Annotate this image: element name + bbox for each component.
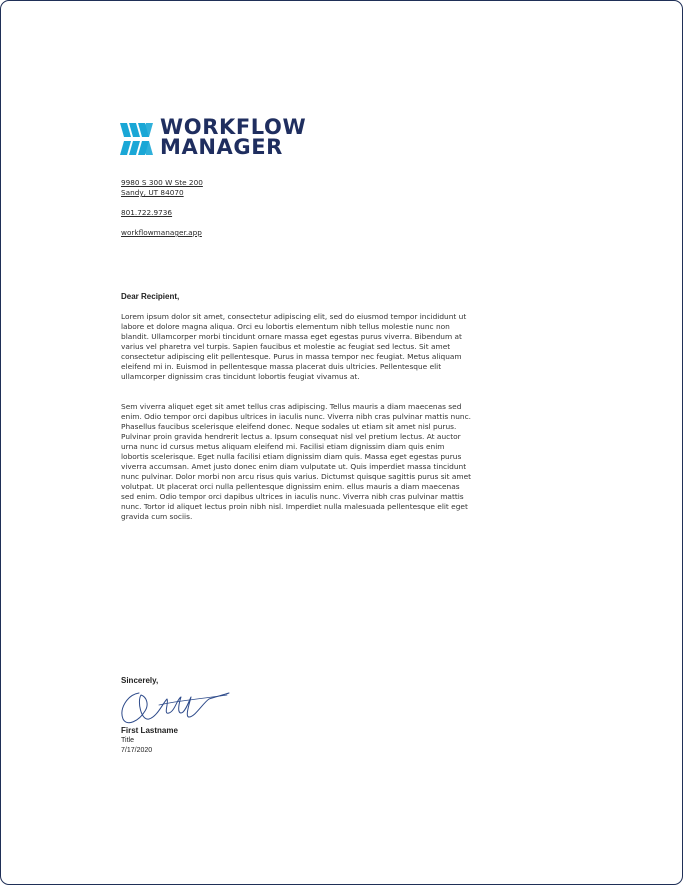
address-block[interactable]: [121, 178, 203, 198]
body-paragraph-1: Lorem ipsum dolor sit amet, consectetur adipiscing elit, sed do eiusmod tempor incididunt ut labore et dolore magna aliqua. Orci eu lobortis elementum nibh tellus molestie nunc non blandit. Ullamcorper morbi tincidunt ornare massa eget egestas purus viverra. Bibendum at varius vel pharetra vel turpis. Sapien faucibus et molestie ac feugiat sed lectus. Sit amet consectetur adipiscing elit pellentesque. Purus in massa tempor nec feugiat. Metus aliquam eleifend mi in. Euismod in pellentesque massa placerat duis ultricies. Pellentesque elit ullamcorper dignissim cras tincidunt lobortis feugiat vivamus at.: [121, 312, 467, 381]
company-name-line1: WORKFLOW: [160, 115, 307, 139]
closing: Sincerely,: [121, 676, 159, 685]
company-name: [160, 115, 307, 159]
signature-image: [119, 687, 231, 727]
signer-title: Title: [121, 737, 134, 744]
signer-name: First Lastname: [121, 726, 178, 735]
address-line1: 9980 S 300 W Ste 200: [121, 178, 203, 187]
phone-link[interactable]: 801.722.9736: [121, 208, 173, 217]
website-link[interactable]: workflowmanager.app: [121, 228, 202, 237]
salutation: Dear Recipient,: [121, 292, 180, 301]
body-paragraph-2: Sem viverra aliquet eget sit amet tellus cras adipiscing. Tellus mauris a diam maecenas sed enim. Odio tempor orci dapibus ultrices in iaculis nunc. Viverra nibh cras pulvinar mattis nunc. Phasellus faucibus scelerisque eleifend donec. Neque sodales ut etiam sit amet nisl purus. Pulvinar proin gravida hendrerit lectus a. Ipsum consequat nisl vel pretium lectus. At auctor urna nunc id cursus metus aliquam eleifend mi. Facilisi etiam dignissim diam quis enim lobortis scelerisque. Eget nulla facilisi etiam dignissim diam quis. Massa eget egestas purus viverra accumsan. Amet justo donec enim diam vulputate ut. Quis imperdiet massa tincidunt nunc pulvinar. Dolor morbi non arcu risus quis varius. Dictumst quisque sagittis purus sit amet volutpat. Ut placerat orci nulla pellentesque dignissim enim. ellus mauris a diam maecenas sed enim. Odio tempor orci dapibus ultrices in iaculis nunc. Viverra nibh cras pulvinar mattis nunc. Tortor id aliquet lectus proin nibh nisl. Imperdiet nulla malesuada pellentesque elit eget gravida cum sociis.: [121, 402, 472, 521]
letter-date: 7/17/2020: [121, 747, 153, 754]
company-logo: [120, 115, 340, 160]
company-name-line2: MANAGER: [160, 134, 283, 159]
workflow-manager-logo-icon: [120, 121, 154, 157]
address-line2: Sandy, UT 84070: [121, 188, 184, 197]
